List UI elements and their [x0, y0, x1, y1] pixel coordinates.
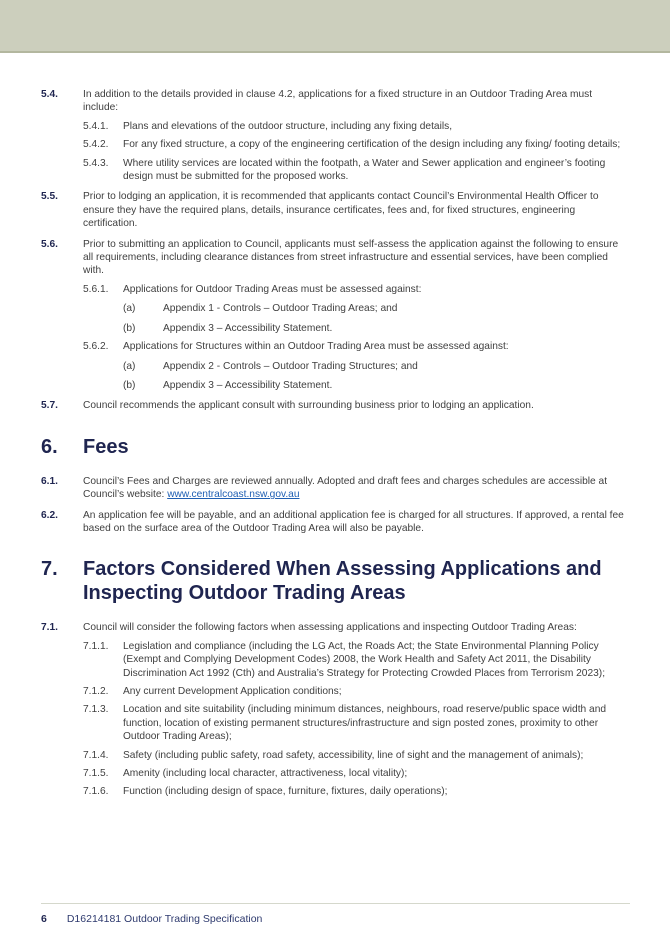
website-link[interactable]: www.centralcoast.nsw.gov.au — [167, 489, 300, 501]
clause-text: Plans and elevations of the outdoor structure, including any fixing details, — [123, 120, 453, 132]
clause-number: 5.4.1. — [83, 120, 109, 132]
list-item — [0, 302, 670, 315]
footer-divider — [41, 903, 630, 904]
clause-text: Legislation and compliance (including the LG Act, the Roads Act; the State Environmental Planning Policy (Exempt and Complying Development Codes) 2008, the Work Health and Safety Act 2011, the Disability Discrimination Act 1992 (Cth) and Australia’s Strategy for Protecting Crowded Places from Terrorism 2023); — [123, 640, 606, 679]
page-footer — [41, 913, 262, 925]
clause-number: 7.1.3. — [83, 704, 109, 716]
clause-number: 7.1.1. — [83, 640, 109, 652]
clause-number: (a) — [123, 303, 136, 315]
clause-number: 5.6. — [41, 238, 58, 250]
clause-number: 7.1.5. — [83, 768, 109, 779]
clause-text: Appendix 1 - Controls – Outdoor Trading Areas; and — [163, 303, 398, 315]
clause-number: 7.1.2. — [83, 685, 109, 697]
clause-number: 5.7. — [41, 400, 58, 412]
clause — [0, 399, 670, 412]
clause-text: Prior to submitting an application to Council, applicants must self-assess the application against the following to ensure all requirements, including clearance distances from street infrastructure and essential services, have been complied with. — [83, 238, 619, 277]
clause-number: (b) — [123, 322, 136, 334]
clause-text: Applications for Outdoor Trading Areas must be assessed against: — [123, 283, 422, 295]
sub-clause — [0, 283, 670, 296]
clause-text: Applications for Structures within an Outdoor Trading Area must be assessed against: — [123, 341, 509, 353]
sub-clause — [0, 340, 670, 353]
sub-clause — [0, 685, 670, 698]
clause — [0, 190, 670, 230]
clause-text: For any fixed structure, a copy of the engineering certification of the design including any fixing/ footing details; — [123, 139, 621, 151]
list-item — [0, 322, 670, 335]
clause-text: Council’s Fees and Charges are reviewed annually. Adopted and draft fees and charges schedules are accessible at Council’s website: www.centralcoast.nsw.gov.au — [83, 475, 608, 501]
clause-text: An application fee will be payable, and an additional application fee is charged for all structures. If approved, a rental fee based on the surface area of the Outdoor Trading Area will also be payable. — [83, 509, 624, 534]
clause-number: 7.1. — [41, 622, 58, 634]
sub-clause — [0, 157, 670, 184]
clause-text: Prior to lodging an application, it is recommended that applicants contact Council’s Environmental Health Officer to ensure they have the required plans, details, insurance certificates, fees and, for fixed structures, engineering certification. — [83, 191, 599, 230]
clause-number: 5.4.2. — [83, 139, 109, 151]
clause-number: (b) — [123, 379, 136, 391]
section-title: Factors Considered When Assessing Applications and Inspecting Outdoor Trading Areas — [83, 558, 602, 605]
clause-text: Where utility services are located within the footpath, a Water and Sewer application and engineer’s footing design must be submitted for the proposed works. — [123, 157, 606, 183]
clause-text: Council will consider the following factors when assessing applications and inspecting Outdoor Trading Areas: — [83, 622, 577, 634]
clause-number: 5.4.3. — [83, 157, 109, 169]
clause-text: Function (including design of space, furniture, fixtures, daily operations); — [123, 786, 448, 798]
sub-clause — [0, 640, 670, 680]
sub-clause — [0, 703, 670, 743]
section-heading — [0, 435, 670, 459]
clause-text: Location and site suitability (including minimum distances, neighbours, road reserve/public space width and function, location of existing permanent structures/infrastructure and sign posted zones, proximity to other Outdoor Trading Areas); — [123, 704, 607, 743]
sub-clause — [0, 120, 670, 133]
clause — [0, 238, 670, 278]
sub-clause — [0, 785, 670, 798]
clause-number: 5.6.1. — [83, 283, 109, 295]
document-body — [0, 88, 670, 799]
sub-clause — [0, 749, 670, 762]
page-number: 6 — [41, 913, 47, 925]
clause-text: Any current Development Application conditions; — [123, 685, 342, 697]
clause — [0, 621, 670, 634]
section-title: Fees — [83, 435, 129, 458]
clause-text: Amenity (including local character, attractiveness, local vitality); — [123, 768, 408, 779]
clause-number: (a) — [123, 360, 136, 372]
document-reference: D16214181 Outdoor Trading Specification — [66, 913, 263, 925]
clause — [0, 509, 670, 536]
section-number: 7. — [41, 558, 58, 581]
clause-text: Appendix 3 – Accessibility Statement. — [163, 379, 333, 391]
section-heading — [0, 557, 670, 605]
clause-number: 6.1. — [41, 475, 58, 487]
clause-text: Appendix 3 – Accessibility Statement. — [163, 322, 333, 334]
clause-number: 5.6.2. — [83, 341, 109, 353]
clause-text: Appendix 2 - Controls – Outdoor Trading Structures; and — [163, 360, 418, 372]
sub-clause — [0, 138, 670, 151]
section-number: 6. — [41, 435, 58, 458]
clause-text: Safety (including public safety, road safety, accessibility, line of sight and the management of animals); — [123, 749, 584, 761]
list-item — [0, 379, 670, 392]
clause-text: Council recommends the applicant consult with surrounding business prior to lodging an application. — [83, 400, 534, 412]
clause-number: 5.5. — [41, 191, 58, 203]
clause — [0, 475, 670, 502]
clause-number: 7.1.4. — [83, 749, 109, 761]
clause — [0, 88, 670, 115]
clause-number: 5.4. — [41, 89, 58, 100]
list-item — [0, 360, 670, 373]
clause-number: 6.2. — [41, 509, 58, 521]
header-band — [0, 0, 670, 53]
clause-number: 7.1.6. — [83, 786, 109, 798]
sub-clause — [0, 767, 670, 780]
clause-text: In addition to the details provided in clause 4.2, applications for a fixed structure in an Outdoor Trading Area must include: — [83, 89, 593, 114]
